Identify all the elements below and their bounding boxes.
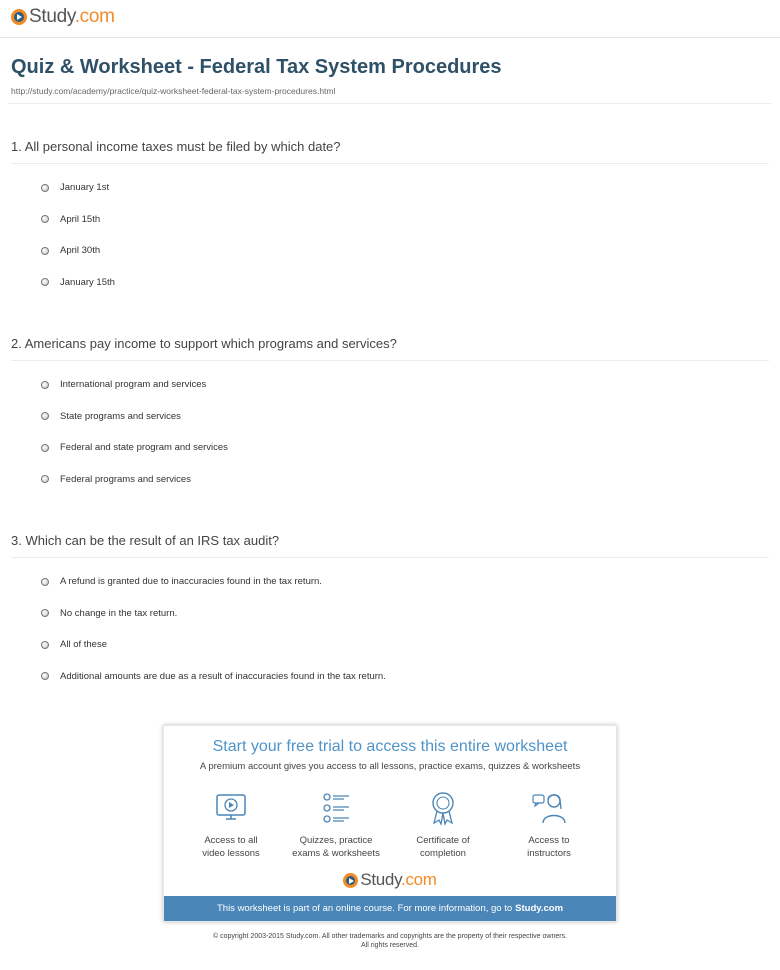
answer-option[interactable]	[11, 235, 769, 267]
answer-option[interactable]	[11, 267, 769, 299]
certificate-icon	[425, 790, 461, 826]
answer-label: April 30th	[60, 245, 101, 257]
answer-options	[11, 172, 769, 298]
page-url: http://study.com/academy/practice/quiz-worksheet-federal-tax-system-procedures.html	[11, 86, 336, 96]
answer-label: Federal programs and services	[60, 473, 191, 485]
answer-label: April 15th	[60, 213, 101, 225]
answer-options	[11, 369, 769, 495]
free-trial-promo	[163, 725, 617, 922]
feature-quizzes	[281, 790, 391, 860]
answer-option[interactable]	[11, 566, 769, 598]
answer-label: No change in the tax return.	[60, 607, 178, 619]
study-link[interactable]: Study.com	[515, 903, 564, 914]
brand-tld: .com	[74, 6, 115, 27]
promo-subtitle: A premium account gives you access to all lessons, practice exams, quizzes & worksheets	[199, 761, 581, 772]
answer-label: International program and services	[60, 379, 207, 391]
answer-label: January 1st	[60, 182, 110, 194]
question-1	[11, 139, 769, 298]
copyright-notice: © copyright 2003-2015 Study.com. All other trademarks and copyrights are the property of their respective owners. All rights reserved.	[212, 933, 568, 949]
answer-label: Additional amounts are due as a result of inaccuracies found in the tax return.	[60, 670, 386, 682]
feature-label: Access to all video lessons	[202, 835, 260, 859]
quiz-list-icon	[318, 790, 354, 826]
promo-study-logo[interactable]	[164, 870, 616, 890]
feature-video-lessons	[176, 790, 286, 860]
answer-option[interactable]	[11, 401, 769, 433]
question-3	[11, 533, 769, 692]
answer-label: A refund is granted due to inaccuracies found in the tax return.	[60, 576, 322, 588]
feature-certificate	[388, 790, 498, 860]
question-2	[11, 336, 769, 495]
question-text: 1. All personal income taxes must be filed by which date?	[11, 139, 769, 164]
radio-button[interactable]	[41, 215, 49, 223]
radio-button[interactable]	[41, 609, 49, 617]
answer-label: January 15th	[60, 276, 115, 288]
feature-instructors	[494, 790, 604, 860]
answer-options	[11, 566, 769, 692]
question-text: 3. Which can be the result of an IRS tax audit?	[11, 533, 769, 558]
radio-button[interactable]	[41, 247, 49, 255]
answer-option[interactable]	[11, 598, 769, 630]
brand-name: Study	[29, 6, 75, 27]
radio-button[interactable]	[41, 475, 49, 483]
radio-button[interactable]	[41, 184, 49, 192]
answer-option[interactable]	[11, 661, 769, 693]
promo-title[interactable]: Start your free trial to access this entire worksheet	[212, 738, 568, 755]
promo-brand-name: Study	[360, 870, 402, 889]
answer-option[interactable]	[11, 432, 769, 464]
answer-label: Federal and state program and services	[60, 442, 228, 454]
feature-label: Access to instructors	[527, 835, 571, 859]
answer-label: All of these	[60, 639, 107, 651]
radio-button[interactable]	[41, 444, 49, 452]
radio-button[interactable]	[41, 578, 49, 586]
video-lesson-icon	[213, 790, 249, 826]
radio-button[interactable]	[41, 381, 49, 389]
radio-button[interactable]	[41, 641, 49, 649]
instructor-icon	[531, 790, 567, 826]
banner-text: This worksheet is part of an online course. For more information, go to	[216, 903, 513, 914]
study-logo[interactable]	[11, 6, 115, 28]
promo-brand-tld: .com	[401, 870, 437, 889]
feature-label: Quizzes, practice exams & worksheets	[292, 835, 380, 859]
page-title: Quiz & Worksheet - Federal Tax System Procedures	[11, 56, 502, 78]
question-text: 2. Americans pay income to support which programs and services?	[11, 336, 769, 361]
answer-option[interactable]	[11, 204, 769, 236]
answer-option[interactable]	[11, 464, 769, 496]
header-divider	[0, 37, 780, 38]
answer-label: State programs and services	[60, 410, 181, 422]
radio-button[interactable]	[41, 278, 49, 286]
radio-button[interactable]	[41, 412, 49, 420]
title-divider	[8, 103, 772, 104]
answer-option[interactable]	[11, 369, 769, 401]
play-circle-icon	[343, 873, 358, 888]
answer-option[interactable]	[11, 629, 769, 661]
radio-button[interactable]	[41, 672, 49, 680]
play-circle-icon	[11, 9, 27, 25]
course-info-banner	[164, 896, 616, 921]
answer-option[interactable]	[11, 172, 769, 204]
feature-label: Certificate of completion	[416, 835, 470, 859]
